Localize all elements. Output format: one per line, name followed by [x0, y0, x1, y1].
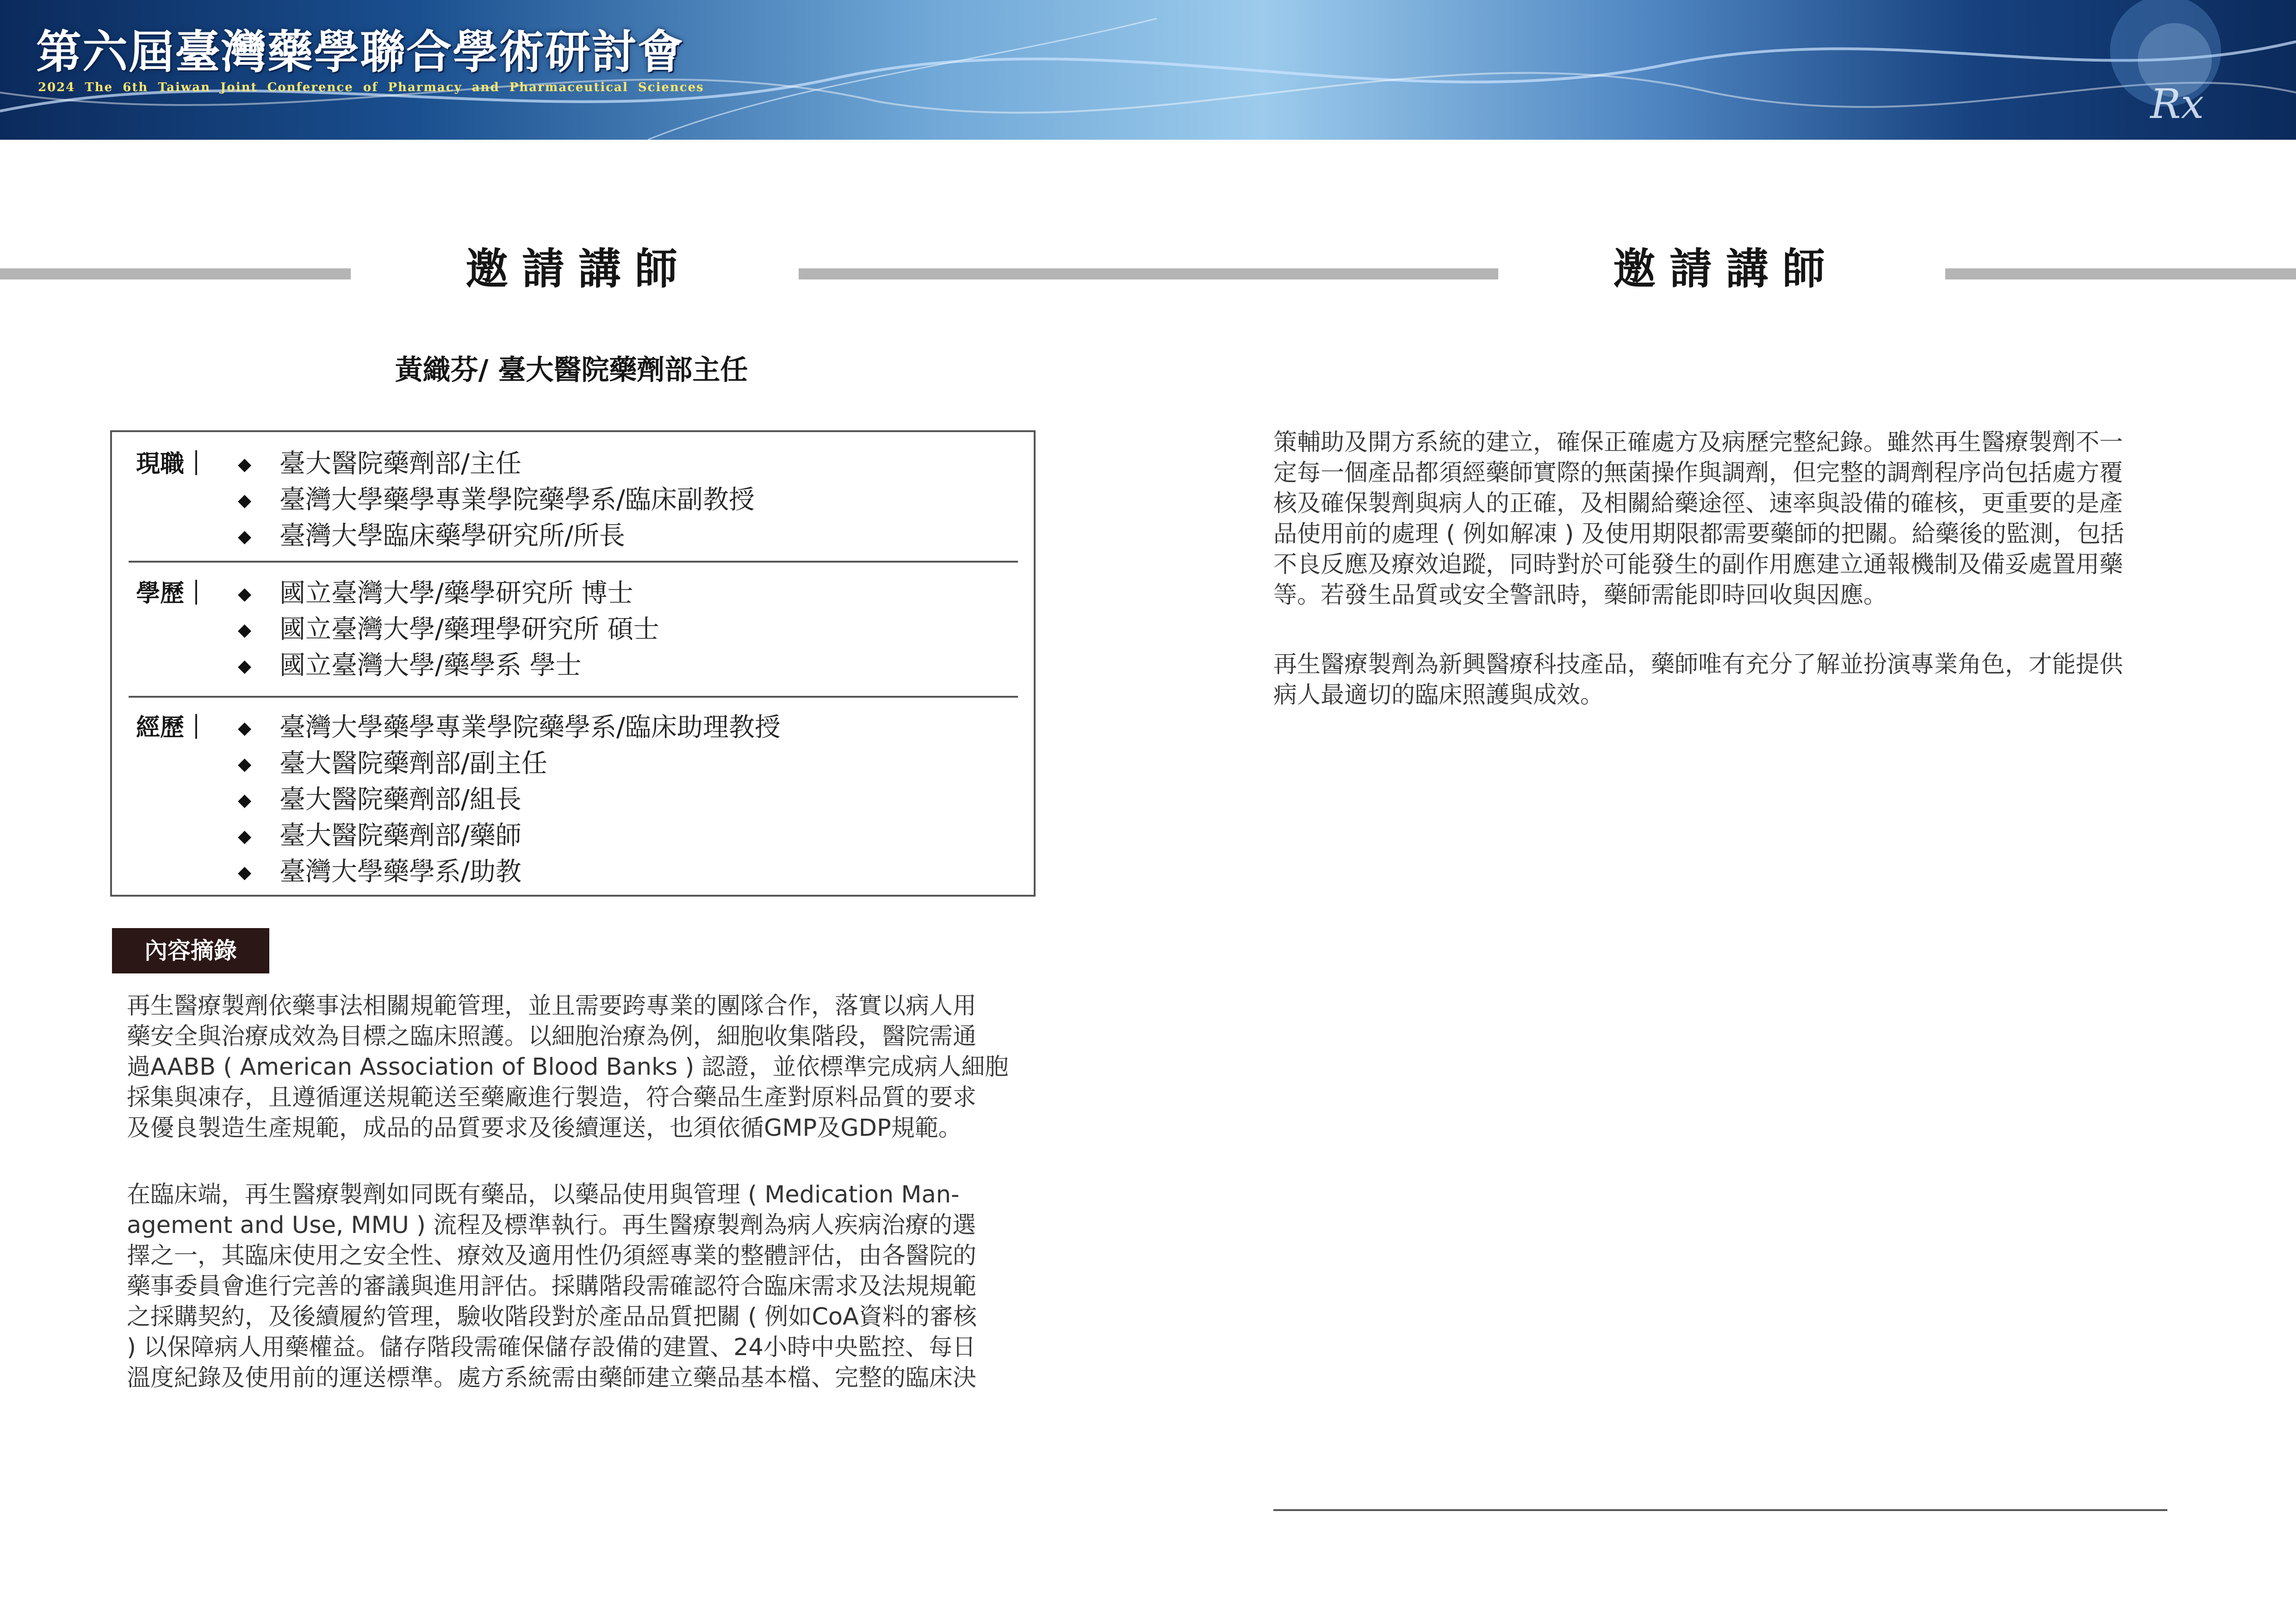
rx-logo-text: Rx [2150, 80, 2204, 128]
left-heading-bar-right [799, 268, 1498, 279]
paragraph-line: 之採購契約，及後續履約管理，驗收階段對於產品品質把關 ( 例如CoA資料的審核 [127, 1303, 977, 1331]
diamond-bullet-icon: ◆ [238, 718, 252, 738]
paragraph-line: 病人最適切的臨床照護與成效。 [1273, 681, 1604, 709]
continued-paragraph-2 [1273, 650, 2176, 711]
paragraph-line: 及優良製造生產規範，成品的品質要求及後續運送，也須依循GMP及GDP規範。 [127, 1115, 962, 1142]
speaker-profile-box [110, 430, 1036, 897]
paragraph-line: 再生醫療製劑為新興醫療科技產品，藥師唯有充分了解並扮演專業角色，才能提供 [1273, 651, 2123, 678]
diamond-bullet-icon: ◆ [238, 862, 252, 882]
list-item [112, 648, 1033, 684]
list-item-text: 國立臺灣大學/藥學系 學士 [279, 650, 582, 681]
left-heading-bar-left [0, 268, 351, 279]
list-item-text: 臺灣大學藥學專業學院藥學系/臨床助理教授 [279, 712, 781, 743]
diamond-bullet-icon: ◆ [238, 490, 252, 510]
conference-subtitle: 2024 The 6th Taiwan Joint Conference of Pharmacy and Pharmaceutical Sciences [38, 81, 704, 94]
paragraph-line: 擇之一，其臨床使用之安全性、療效及適用性仍須經專業的整體評估，由各醫院的 [127, 1242, 977, 1270]
paragraph-line: 品使用前的處理 ( 例如解凍 ) 及使用期限都需要藥師的把關。給藥後的監測，包括 [1273, 520, 2124, 548]
right-section-heading: 邀請講師 [1613, 244, 1839, 294]
diamond-bullet-icon: ◆ [238, 526, 252, 546]
paragraph-line: 溫度紀錄及使用前的運送標準。處方系統需由藥師建立藥品基本檔、完整的臨床決 [127, 1364, 977, 1392]
section-label: 學歷｜ [136, 580, 209, 607]
diamond-bullet-icon: ◆ [238, 754, 252, 774]
rx-logo [2147, 74, 2207, 134]
diamond-bullet-icon: ◆ [238, 790, 252, 810]
list-item-text: 臺大醫院藥劑部/組長 [279, 785, 521, 815]
paragraph-line: 等。若發生品質或安全警訊時，藥師需能即時回收與因應。 [1273, 582, 1887, 609]
list-item [112, 518, 1033, 554]
list-item [112, 782, 1033, 818]
list-item-text: 國立臺灣大學/藥學研究所 博士 [279, 578, 633, 608]
paragraph-line: 策輔助及開方系統的建立，確保正確處方及病歷完整紀錄。雖然再生醫療製劑不一 [1273, 429, 2123, 456]
list-item [112, 482, 1033, 518]
paragraph-line: 不良反應及療效追蹤，同時對於可能發生的副作用應建立通報機制及備妥處置用藥 [1273, 551, 2123, 578]
paragraph-line: 再生醫療製劑依藥事法相關規範管理，並且需要跨專業的團隊合作，落實以病人用 [127, 992, 977, 1020]
bottom-divider [1273, 1509, 2167, 1511]
list-item-text: 臺大醫院藥劑部/副主任 [279, 749, 547, 779]
paragraph-line: 核及確保製劑與病人的正確，及相關給藥途徑、速率與設備的確核，更重要的是產 [1273, 490, 2123, 517]
list-item-text: 臺大醫院藥劑部/主任 [279, 449, 521, 479]
conference-title: 第六屆臺灣藥學聯合學術研討會 [36, 25, 684, 79]
paragraph-line: agement and Use, MMU ) 流程及標準執行。再生醫療製劑為病人疾病治療的選 [127, 1212, 976, 1239]
continued-paragraph-1 [1273, 427, 2176, 611]
section-label: 經歷｜ [136, 714, 209, 742]
list-item-text: 臺灣大學藥學專業學院藥學系/臨床副教授 [279, 485, 755, 515]
list-item-text: 國立臺灣大學/藥理學研究所 碩士 [279, 614, 659, 644]
list-item [112, 746, 1033, 782]
paragraph-line: 藥事委員會進行完善的審議與進用評估。採購階段需確認符合臨床需求及法規規範 [127, 1273, 977, 1300]
list-item [112, 612, 1033, 648]
paragraph-line: 在臨床端，再生醫療製劑如同既有藥品，以藥品使用與管理 ( Medication Man- [127, 1181, 960, 1208]
abstract-paragraph-2 [127, 1180, 1026, 1394]
diamond-bullet-icon: ◆ [238, 583, 252, 604]
list-item-text: 臺灣大學藥學系/助教 [279, 857, 521, 887]
abstract-label: 內容摘錄 [112, 928, 269, 973]
list-item [112, 818, 1033, 854]
list-item [112, 446, 1033, 482]
paragraph-line: 過AABB ( American Association of Blood Banks ) 認證，並依標準完成病人細胞 [127, 1053, 1009, 1081]
diamond-bullet-icon: ◆ [238, 454, 252, 474]
left-section-heading: 邀請講師 [465, 244, 691, 294]
list-item [112, 854, 1033, 890]
section-label: 現職｜ [136, 450, 209, 478]
list-item-text: 臺大醫院藥劑部/藥師 [279, 821, 521, 851]
list-item [112, 576, 1033, 612]
list-item [112, 710, 1033, 746]
speaker-name: 黃織芬/ 臺大醫院藥劑部主任 [395, 354, 748, 386]
paragraph-line: 採集與凍存，且遵循運送規範送至藥廠進行製造，符合藥品生產對原料品質的要求 [127, 1084, 977, 1111]
paragraph-line: ) 以保障病人用藥權益。儲存階段需確保儲存設備的建置、24小時中央監控、每日 [127, 1334, 976, 1361]
section-divider [129, 696, 1018, 698]
abstract-paragraph-1 [127, 991, 1026, 1144]
paragraph-line: 藥安全與治療成效為目標之臨床照護。以細胞治療為例，細胞收集階段，醫院需通 [127, 1023, 977, 1050]
diamond-bullet-icon: ◆ [238, 619, 252, 640]
paragraph-line: 定每一個產品都須經藥師實際的無菌操作與調劑，但完整的調劑程序尚包括處方覆 [1273, 459, 2123, 487]
diamond-bullet-icon: ◆ [238, 656, 252, 676]
conference-banner [0, 0, 2296, 140]
section-divider [129, 561, 1018, 563]
diamond-bullet-icon: ◆ [238, 826, 252, 846]
right-heading-bar [1945, 268, 2296, 279]
list-item-text: 臺灣大學臨床藥學研究所/所長 [279, 521, 625, 551]
